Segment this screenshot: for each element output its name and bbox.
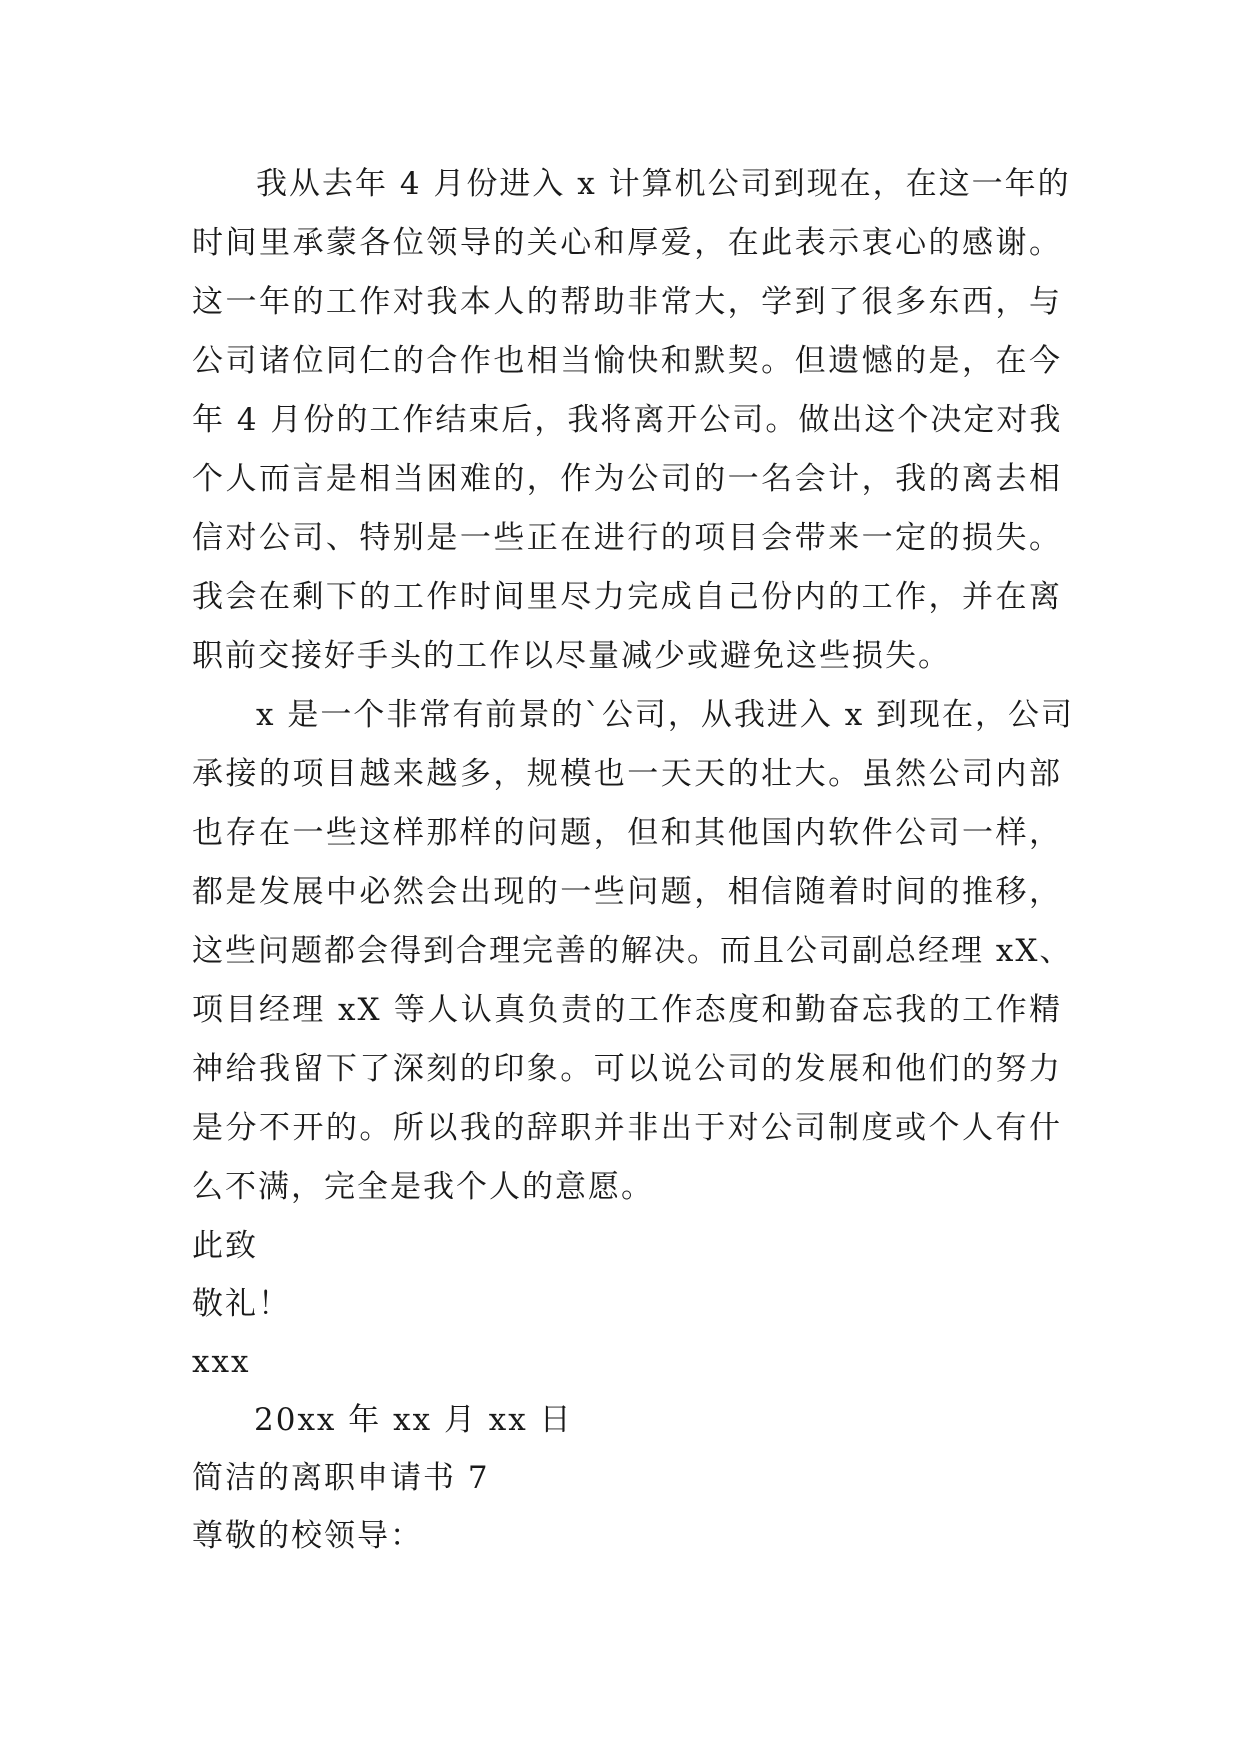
paragraph-line: 项目经理 xX 等人认真负责的工作态度和勤奋忘我的工作精 — [192, 992, 1062, 1028]
paragraph-line: 年 4 月份的工作结束后，我将离开公司。做出这个决定对我 — [192, 402, 1063, 438]
section-title: 简洁的离职申请书 7 — [192, 1460, 490, 1496]
paragraph-line: 我从去年 4 月份进入 x 计算机公司到现在，在这一年的 — [256, 166, 1071, 202]
paragraph-line: x 是一个非常有前景的`公司，从我进入 x 到现在，公司 — [256, 697, 1075, 733]
paragraph-line: 职前交接好手头的工作以尽量减少或避免这些损失。 — [192, 638, 951, 674]
paragraph-line: 都是发展中必然会出现的一些问题，相信随着时间的推移， — [192, 874, 1062, 910]
date: 20xx 年 xx 月 xx 日 — [254, 1402, 573, 1438]
paragraph-line: 信对公司、特别是一些正在进行的项目会带来一定的损失。 — [192, 520, 1062, 556]
paragraph-line: 个人而言是相当困难的，作为公司的一名会计，我的离去相 — [192, 461, 1062, 497]
closing-line-1: 此致 — [192, 1228, 258, 1264]
closing-line-2: 敬礼！ — [192, 1286, 291, 1322]
paragraph-line: 么不满，完全是我个人的意愿。 — [192, 1169, 654, 1205]
paragraph-line: 公司诸位同仁的合作也相当愉快和默契。但遗憾的是，在今 — [192, 343, 1062, 379]
salutation: 尊敬的校领导： — [192, 1518, 423, 1554]
paragraph-line: 神给我留下了深刻的印象。可以说公司的发展和他们的努力 — [192, 1051, 1062, 1087]
paragraph-line: 我会在剩下的工作时间里尽力完成自己份内的工作，并在离 — [192, 579, 1062, 615]
paragraph-line: 这一年的工作对我本人的帮助非常大，学到了很多东西，与 — [192, 284, 1062, 320]
paragraph-2 — [192, 686, 1075, 1217]
signature: xxx — [192, 1344, 251, 1380]
paragraph-line: 这些问题都会得到合理完善的解决。而且公司副总经理 xX、 — [192, 933, 1073, 969]
paragraph-line: 是分不开的。所以我的辞职并非出于对公司制度或个人有什 — [192, 1110, 1062, 1146]
paragraph-line: 承接的项目越来越多，规模也一天天的壮大。虽然公司内部 — [192, 756, 1062, 792]
paragraph-1 — [192, 155, 1071, 686]
document-page — [192, 155, 1075, 1565]
paragraph-line: 也存在一些这样那样的问题，但和其他国内软件公司一样， — [192, 815, 1062, 851]
paragraph-line: 时间里承蒙各位领导的关心和厚爱，在此表示衷心的感谢。 — [192, 225, 1062, 261]
